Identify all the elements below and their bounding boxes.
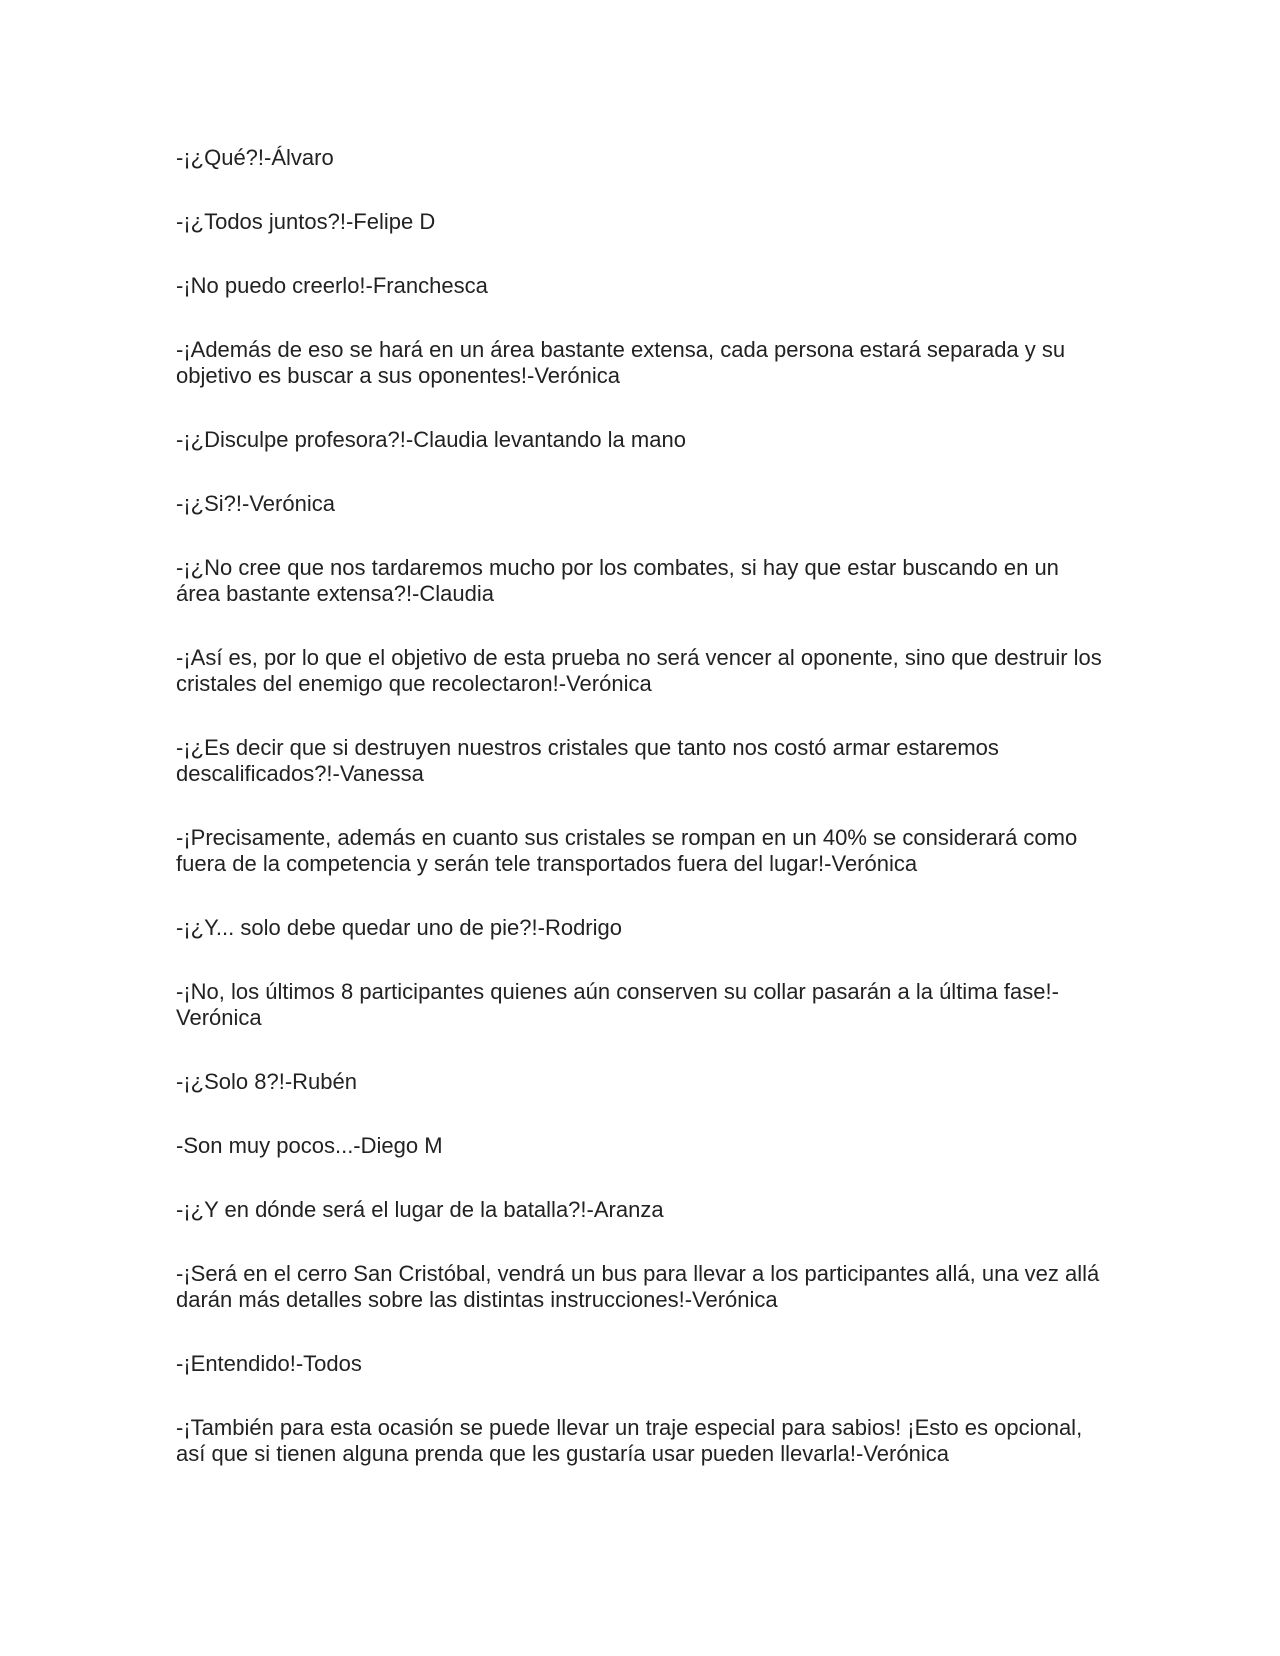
dialogue-line: -¡Precisamente, además en cuanto sus cristales se rompan en un 40% se considerará como fuera de la competencia y serán tele transportados fuera del lugar!-Verónica <box>176 825 1078 876</box>
dialogue-line: -¡Será en el cerro San Cristóbal, vendrá un bus para llevar a los participantes allá, una vez allá darán más detalles sobre las distintas instrucciones!-Verónica <box>176 1261 1100 1312</box>
dialogue-line: -¡¿Es decir que si destruyen nuestros cristales que tanto nos costó armar estaremos descalificados?!-Vanessa <box>176 735 999 786</box>
dialogue-line: -¡No puedo creerlo!-Franchesca <box>176 273 488 298</box>
dialogue-line: -¡Así es, por lo que el objetivo de esta prueba no será vencer al oponente, sino que destruir los cristales del enemigo que recolectaron!-Verónica <box>176 645 1102 696</box>
dialogue-line: -¡¿Y... solo debe quedar uno de pie?!-Rodrigo <box>176 915 622 940</box>
dialogue-line: -¡¿No cree que nos tardaremos mucho por los combates, si hay que estar buscando en un área bastante extensa?!-Claudia <box>176 555 1059 606</box>
dialogue-line: -¡¿Todos juntos?!-Felipe D <box>176 209 436 234</box>
dialogue-line: -¡¿Solo 8?!-Rubén <box>176 1069 357 1094</box>
dialogue-line: -¡También para esta ocasión se puede llevar un traje especial para sabios! ¡Esto es opcional, así que si tienen alguna prenda que les gustaría usar pueden llevarla!-Verónica <box>176 1415 1083 1466</box>
dialogue-line: -¡¿Disculpe profesora?!-Claudia levantando la mano <box>176 427 686 452</box>
dialogue-line: -¡¿Y en dónde será el lugar de la batalla?!-Aranza <box>176 1197 664 1222</box>
dialogue-line: -Son muy pocos...-Diego M <box>176 1133 443 1158</box>
dialogue-line: -¡Entendido!-Todos <box>176 1351 362 1376</box>
dialogue-line: -¡¿Qué?!-Álvaro <box>176 145 334 170</box>
dialogue-line: -¡¿Si?!-Verónica <box>176 491 335 516</box>
dialogue-line: -¡Además de eso se hará en un área bastante extensa, cada persona estará separada y su objetivo es buscar a sus oponentes!-Verónica <box>176 337 1066 388</box>
dialogue-line: -¡No, los últimos 8 participantes quienes aún conserven su collar pasarán a la última fase!-Verónica <box>176 979 1059 1030</box>
document-page <box>176 145 1106 1505</box>
